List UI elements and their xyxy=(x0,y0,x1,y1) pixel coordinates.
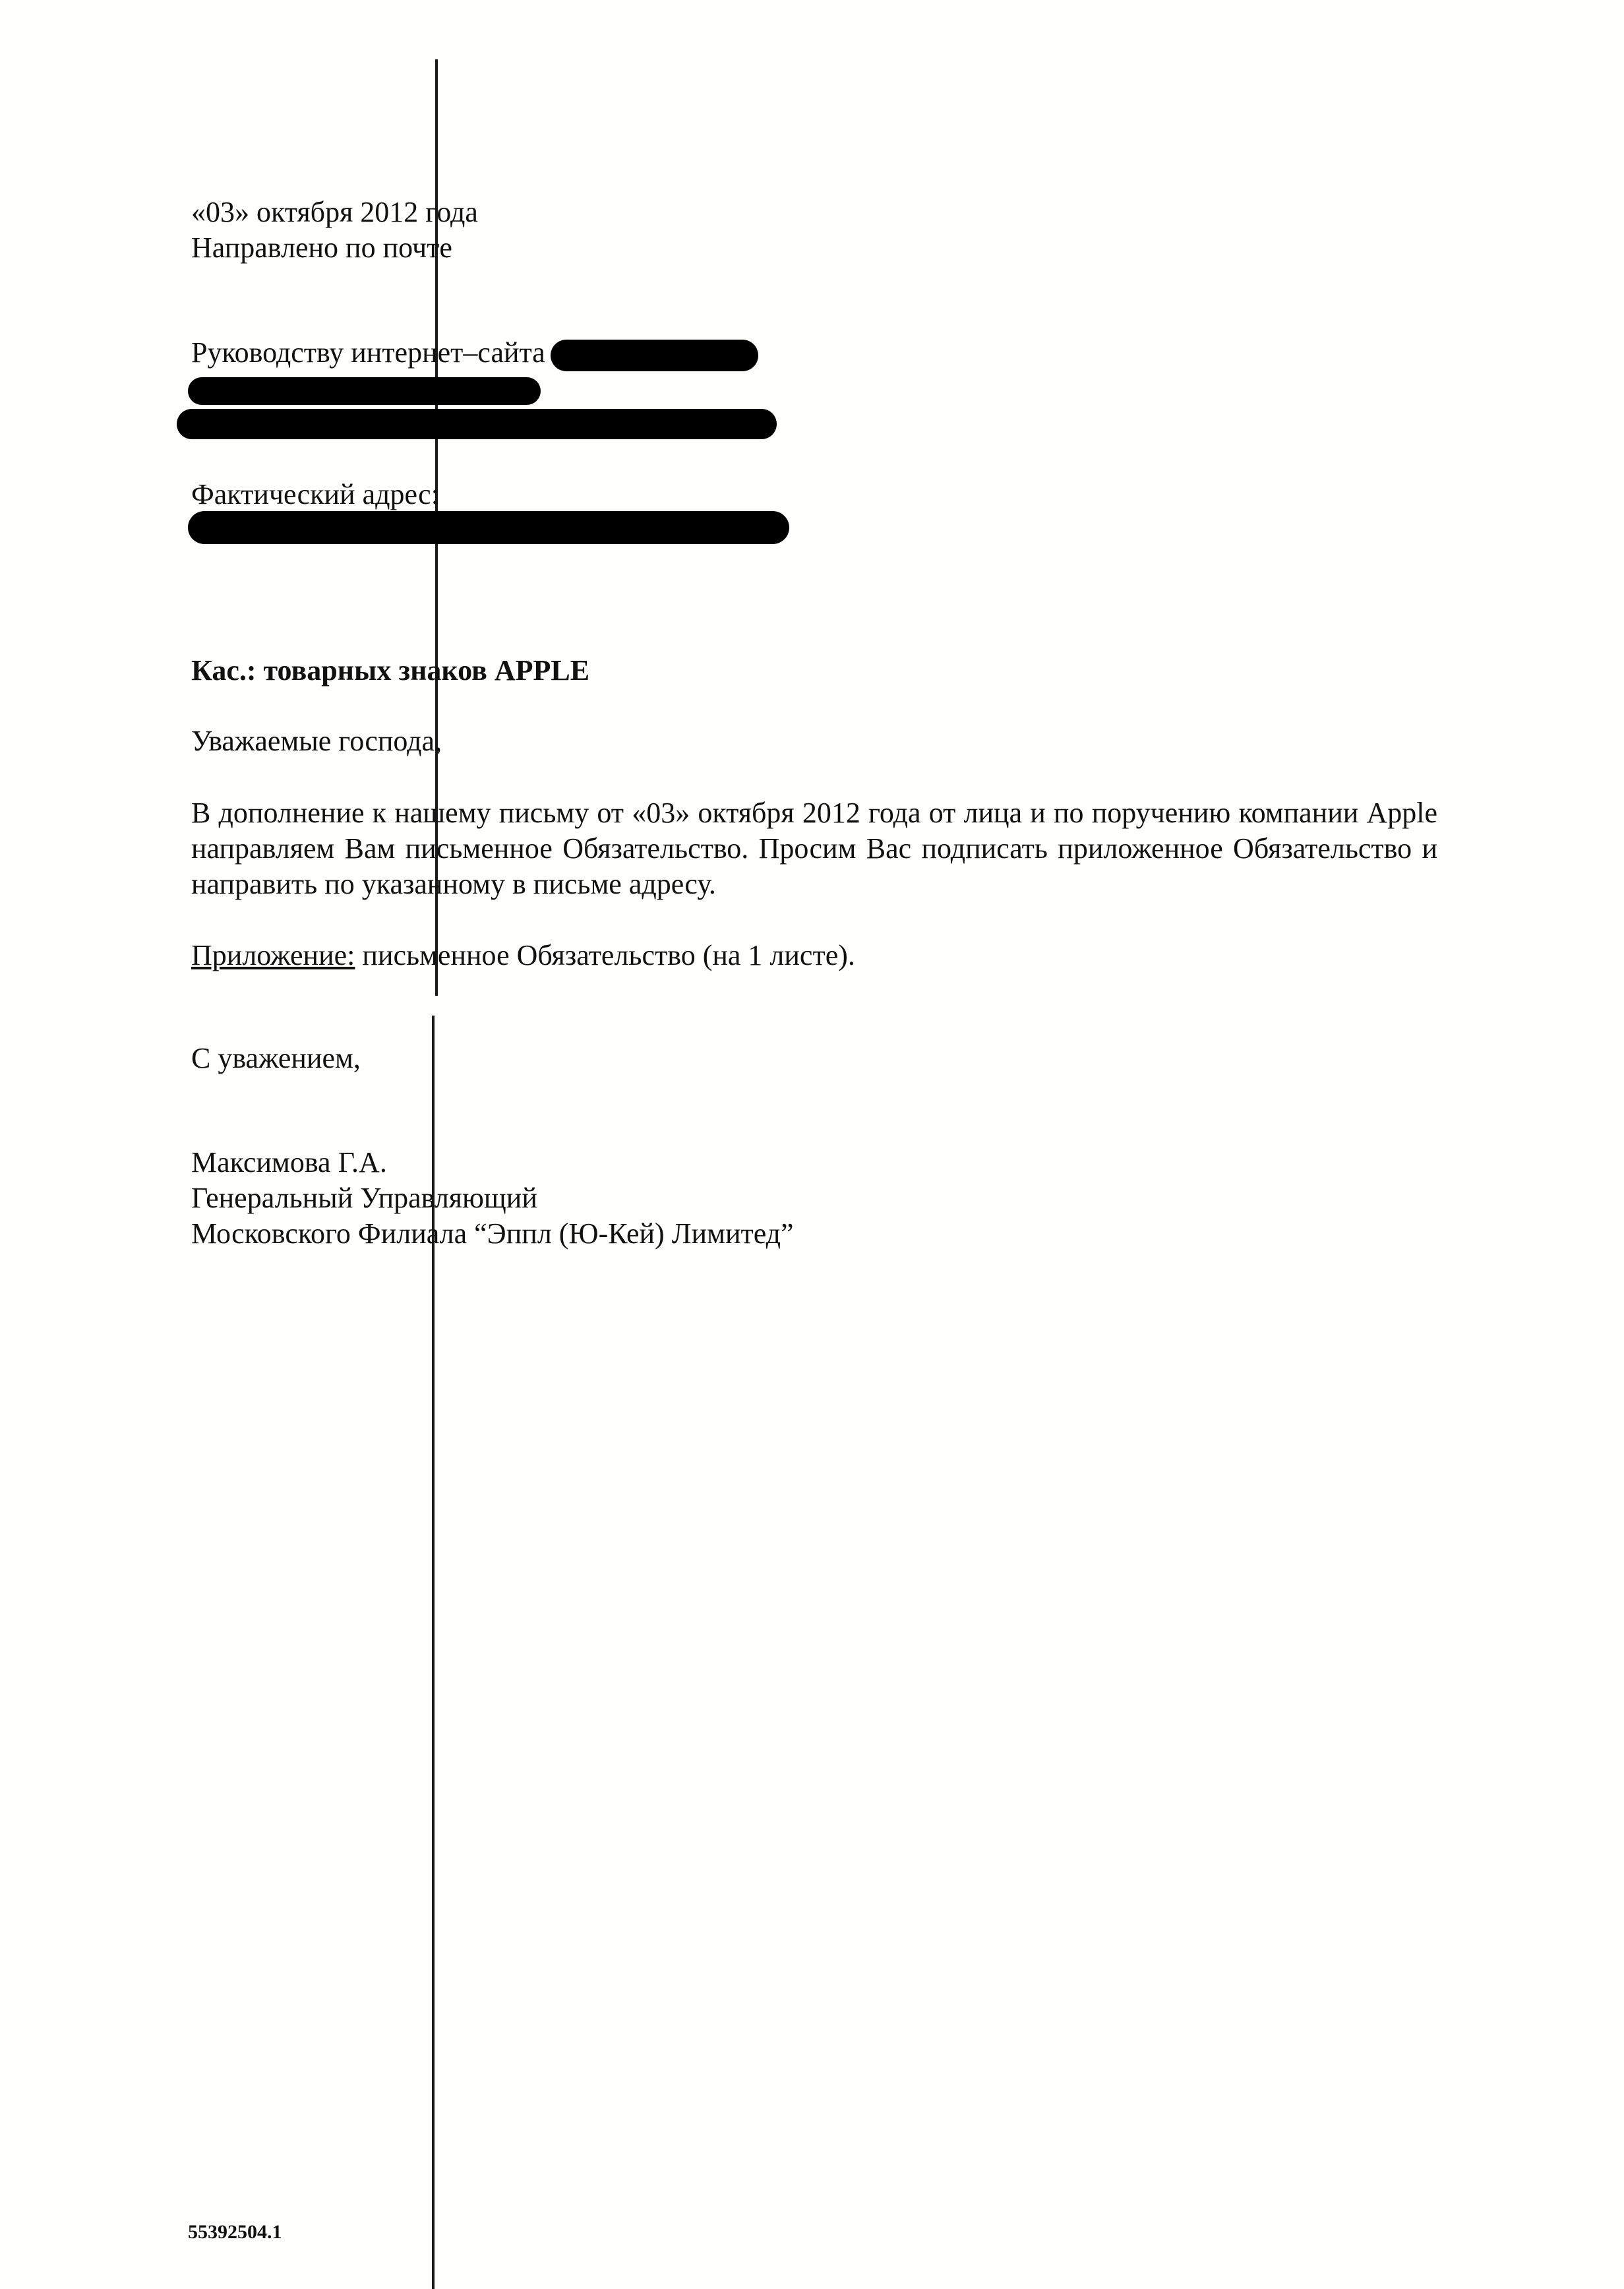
body-paragraph: В дополнение к нашему письму от «03» октября 2012 года от лица и по поручению компании Apple направляем Вам письменное Обязательство. Просим Вас подписать приложенное Обязательство и направить по указанному в письме адресу. xyxy=(191,797,1437,900)
salutation: Уважаемые господа, xyxy=(191,725,442,757)
document-code: 55392504.1 xyxy=(188,2221,282,2243)
subject-line: Кас.: товарных знаков APPLE xyxy=(191,654,590,687)
recipient-line: Руководству интернет–сайта xyxy=(191,336,545,369)
closing: С уважением, xyxy=(191,1042,361,1074)
redaction-block xyxy=(188,511,789,544)
letter-date: «03» октября 2012 года xyxy=(191,196,478,228)
attachment-line xyxy=(191,938,855,973)
redaction-block xyxy=(177,409,777,439)
address-label: Фактический адрес: xyxy=(191,478,439,510)
signatory-name: Максимова Г.А. xyxy=(191,1146,387,1178)
signatory-title: Генеральный Управляющий xyxy=(191,1182,537,1214)
attachment-label: Приложение: xyxy=(191,939,355,971)
delivery-method: Направлено по почте xyxy=(191,231,452,264)
signatory-company: Московского Филиала “Эппл (Ю-Кей) Лимитед” xyxy=(191,1217,794,1250)
redaction-block xyxy=(188,377,541,405)
redaction-block xyxy=(551,340,758,371)
attachment-text: письменное Обязательство (на 1 листе). xyxy=(355,939,855,971)
